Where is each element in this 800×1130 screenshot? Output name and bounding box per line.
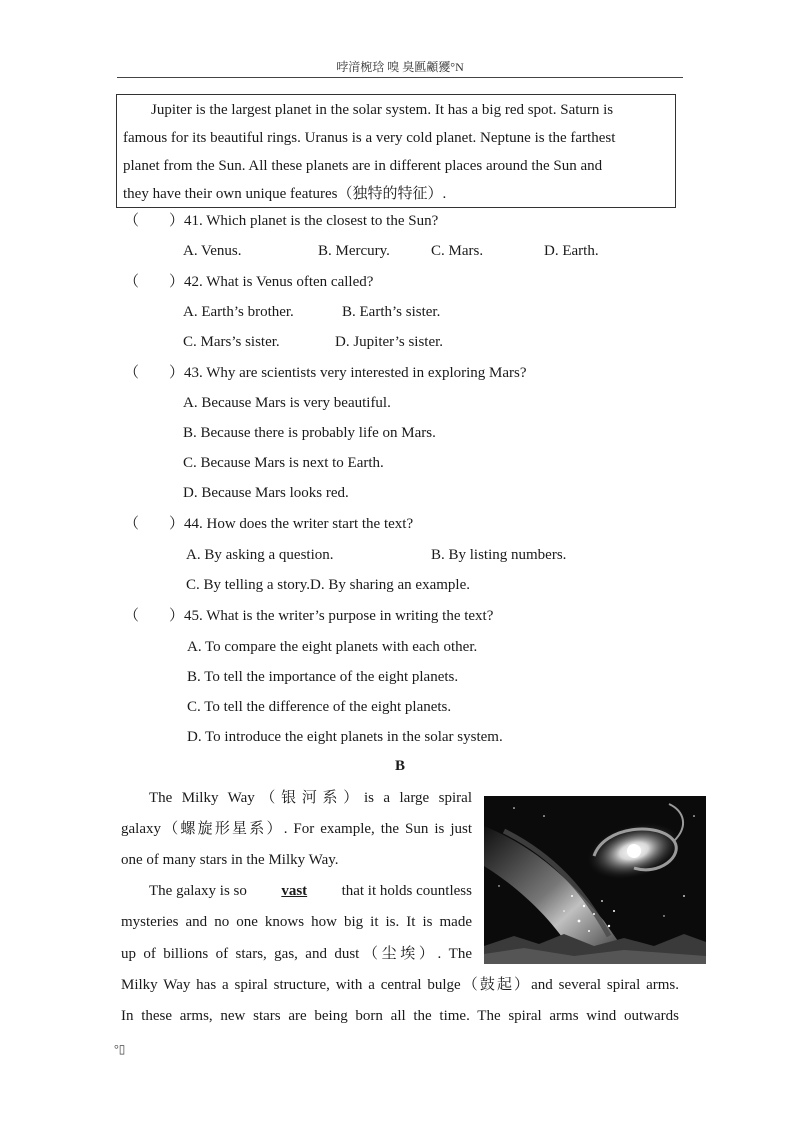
passage-b-line: galaxy（螺旋形星系）. For example, the Sun is just bbox=[121, 821, 472, 837]
option-43-b: B. Because there is probably life on Mars. bbox=[183, 425, 436, 441]
passage-b-line: Milky Way has a spiral structure, with a central bulge（鼓起）and several spiral arms. bbox=[121, 977, 679, 993]
passage-line: famous for its beautiful rings. Uranus is a very cold planet. Neptune is the farthest bbox=[123, 130, 616, 146]
question-text: 45. What is the writer’s purpose in writing the text? bbox=[184, 608, 494, 624]
option-44-b: B. By listing numbers. bbox=[431, 547, 567, 563]
header-rule bbox=[117, 77, 683, 78]
passage-line: they have their own unique features（独特的特征）. bbox=[123, 186, 447, 202]
question-41 bbox=[124, 211, 438, 231]
answer-blank[interactable]: （ ） bbox=[124, 516, 185, 532]
option-45-c: C. To tell the difference of the eight planets. bbox=[187, 699, 452, 715]
passage-b-text: that it holds countless bbox=[341, 883, 472, 899]
question-text: 41. Which planet is the closest to the Sun? bbox=[184, 213, 439, 229]
passage-b-line-vast bbox=[149, 881, 472, 901]
question-text: 44. How does the writer start the text? bbox=[184, 516, 414, 532]
option-45-d: D. To introduce the eight planets in the solar system. bbox=[187, 729, 503, 745]
vocab-word-vast: vast bbox=[281, 883, 308, 899]
answer-blank[interactable]: （ ） bbox=[124, 213, 185, 229]
option-41-a: A. Venus. bbox=[183, 243, 242, 259]
option-44-c-d: C. By telling a story.D. By sharing an example. bbox=[186, 577, 470, 593]
question-text: 42. What is Venus often called? bbox=[184, 274, 374, 290]
passage-b-line: The Milky Way（银河系）is a large spiral bbox=[149, 790, 472, 806]
option-41-c: C. Mars. bbox=[431, 243, 484, 259]
passage-b-text: The galaxy is so bbox=[149, 883, 247, 899]
answer-blank[interactable]: （ ） bbox=[124, 274, 185, 290]
passage-line: Jupiter is the largest planet in the solar system. It has a big red spot. Saturn is bbox=[151, 102, 614, 118]
option-41-d: D. Earth. bbox=[544, 243, 599, 259]
question-43 bbox=[124, 363, 527, 383]
passage-a-box bbox=[116, 94, 676, 208]
question-45 bbox=[124, 606, 493, 626]
passage-b-line: up of billions of stars, gas, and dust（尘埃）. The bbox=[121, 946, 472, 962]
page-footer: °▯ bbox=[114, 1042, 126, 1056]
option-42-b: B. Earth’s sister. bbox=[342, 304, 441, 320]
option-44-a: A. By asking a question. bbox=[186, 547, 334, 563]
answer-blank[interactable]: （ ） bbox=[124, 365, 185, 381]
passage-b-line: mysteries and no one knows how big it is. It is made bbox=[121, 914, 472, 930]
passage-b-line: In these arms, new stars are being born all the time. The spiral arms wind outwards bbox=[121, 1008, 679, 1024]
question-42 bbox=[124, 272, 373, 292]
option-42-a: A. Earth’s brother. bbox=[183, 304, 294, 320]
page-header: 哱湇椀琀 嗅 臭㔳顪獿°N bbox=[336, 60, 464, 74]
option-42-c: C. Mars’s sister. bbox=[183, 334, 280, 350]
option-45-b: B. To tell the importance of the eight planets. bbox=[187, 669, 459, 685]
option-45-a: A. To compare the eight planets with each other. bbox=[187, 639, 478, 655]
answer-blank[interactable]: （ ） bbox=[124, 608, 185, 624]
option-43-a: A. Because Mars is very beautiful. bbox=[183, 395, 391, 411]
passage-line: planet from the Sun. All these planets are in different places around the Sun and bbox=[123, 158, 603, 174]
option-42-d: D. Jupiter’s sister. bbox=[335, 334, 444, 350]
option-43-d: D. Because Mars looks red. bbox=[183, 485, 349, 501]
question-text: 43. Why are scientists very interested in exploring Mars? bbox=[184, 365, 527, 381]
milky-way-galaxy-image bbox=[484, 796, 706, 964]
option-41-b: B. Mercury. bbox=[318, 243, 390, 259]
passage-b-line: one of many stars in the Milky Way. bbox=[121, 852, 339, 868]
section-b-title: B bbox=[394, 758, 405, 774]
question-44 bbox=[124, 514, 413, 534]
option-43-c: C. Because Mars is next to Earth. bbox=[183, 455, 384, 471]
